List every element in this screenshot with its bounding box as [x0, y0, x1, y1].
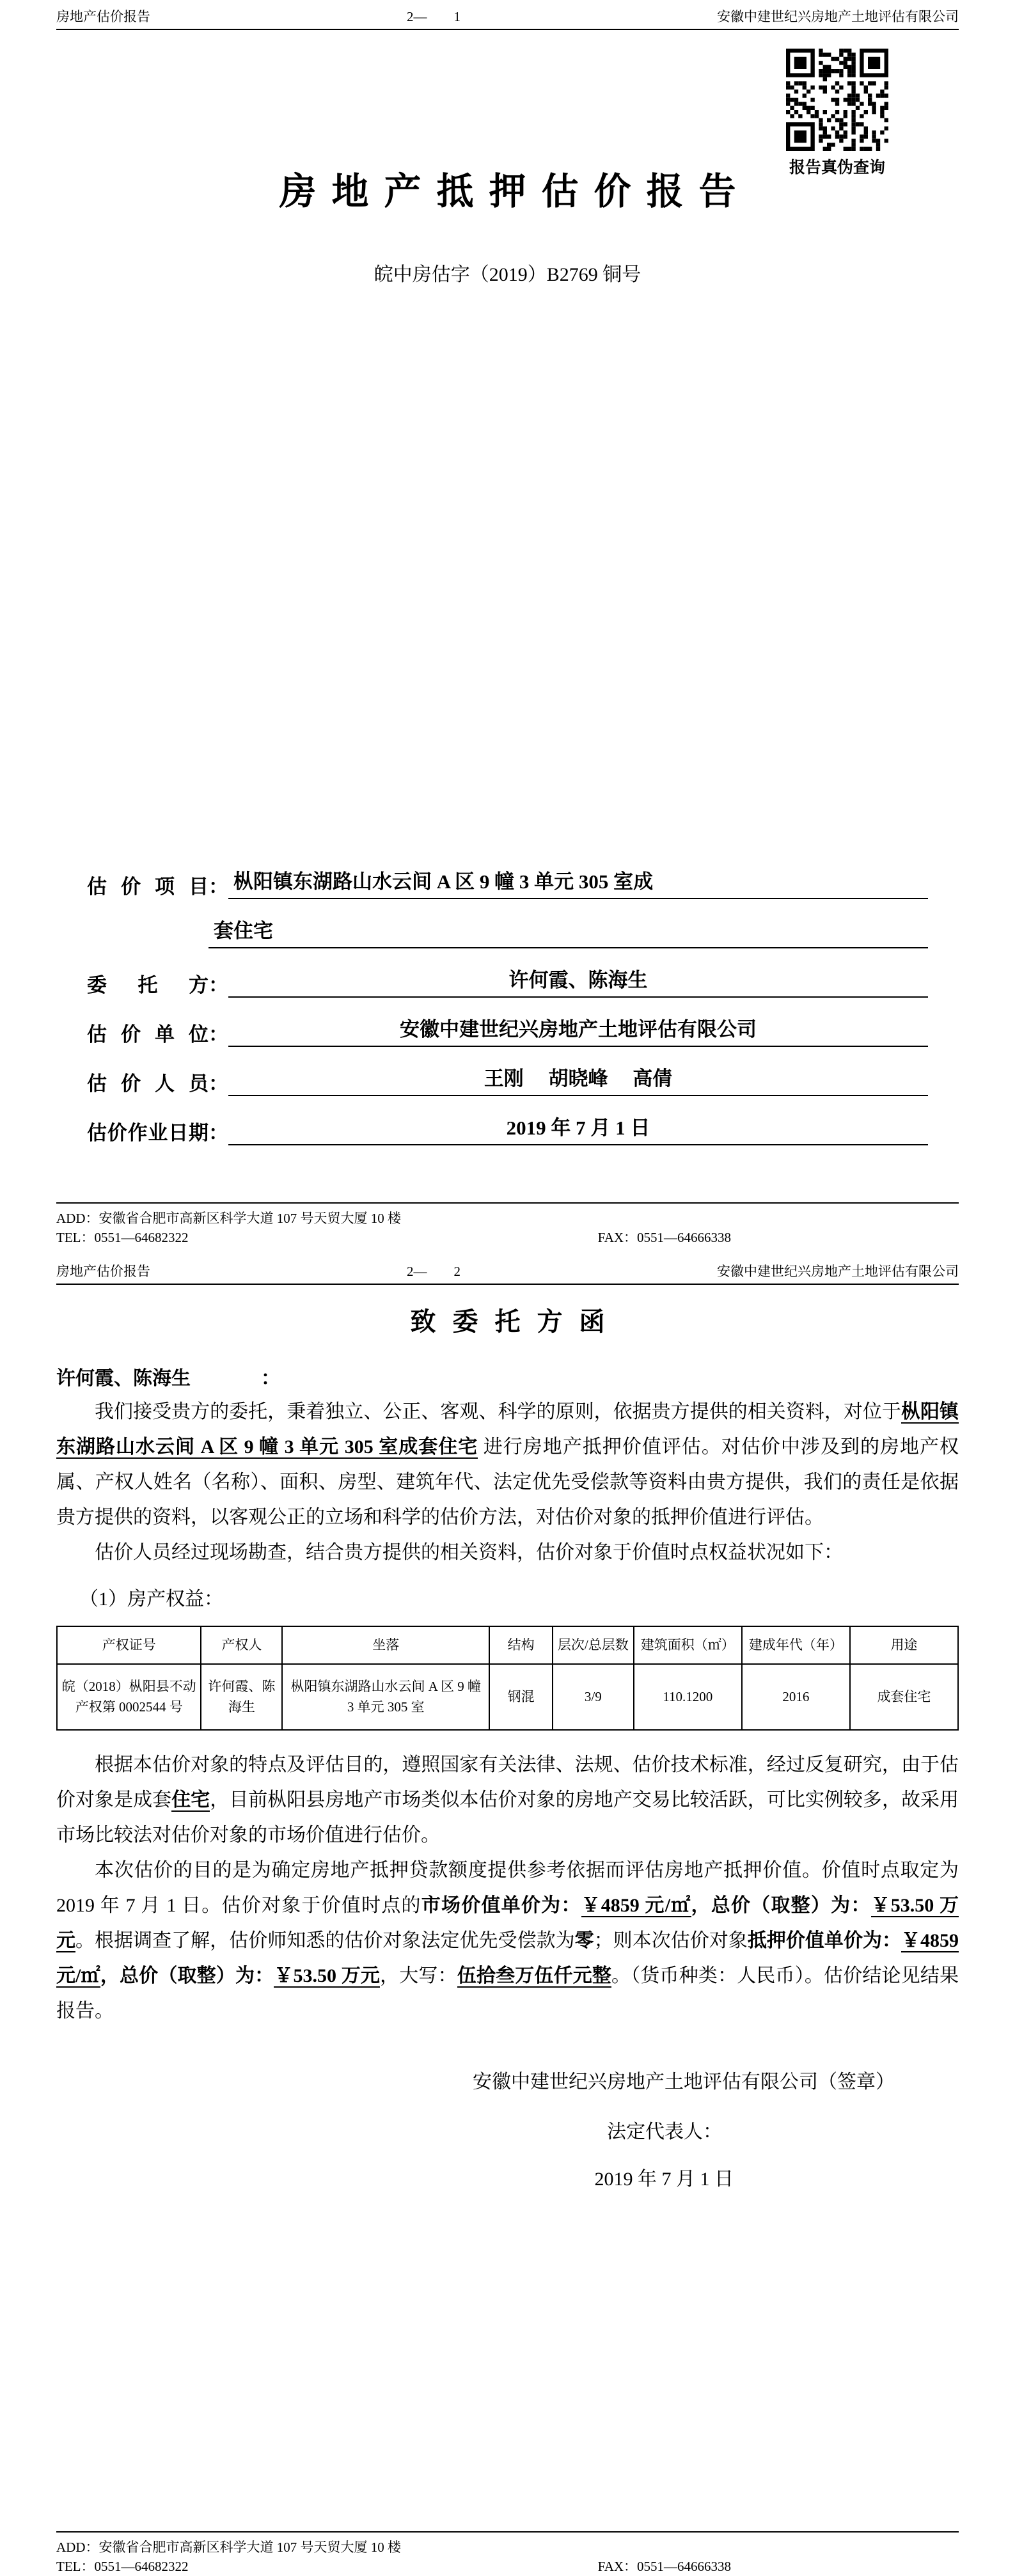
- footer-fax: FAX：0551—64666338: [597, 2559, 732, 2574]
- header-company-name: 安徽中建世纪兴房地产土地评估有限公司: [717, 1264, 959, 1279]
- page-1-header: [56, 0, 959, 30]
- property-rights-table-body: [57, 1626, 958, 1730]
- paragraph-survey: [56, 1535, 959, 1570]
- text-segment: ￥53.50 万元: [274, 1965, 381, 1986]
- text-segment: ￥53.50 万元: [56, 1894, 959, 1951]
- footer-contact-line: [56, 1228, 959, 1247]
- field-value: 2019 年 7 月 1 日: [228, 1111, 928, 1145]
- field-label: [87, 1067, 228, 1096]
- field-label-colon: ：: [209, 1023, 228, 1046]
- table-cell: 3/9: [553, 1664, 634, 1730]
- table-header-cell: 产权证号: [57, 1626, 201, 1664]
- footer-address: ADD：安徽省合肥市高新区科学大道 107 号天贸大厦 10 楼: [56, 2540, 401, 2555]
- text-segment: 伍拾叁万伍仟元整: [457, 1965, 612, 1986]
- paragraph-commission: [56, 1394, 959, 1535]
- table-cell: 钢混: [489, 1664, 553, 1730]
- salutation: [56, 1362, 959, 1390]
- footer-tel: TEL：0551—64682322: [56, 2559, 189, 2574]
- page-2-footer: [56, 2531, 959, 2576]
- field-value: 枞阳镇东湖路山水云间 A 区 9 幢 3 单元 305 室成: [228, 865, 928, 899]
- salutation-names: 许何霞、陈海生: [56, 1368, 191, 1390]
- table-header-cell: 建成年代（年）: [742, 1626, 850, 1664]
- field-appraisal-agency: [87, 1013, 928, 1047]
- field-value: 套住宅: [209, 915, 928, 948]
- field-label-colon: ：: [209, 1072, 228, 1095]
- field-label-text: 估价作业日期: [87, 1121, 209, 1144]
- field-appraisal-date: [87, 1111, 928, 1145]
- field-label: [87, 1018, 228, 1047]
- field-appraisers: [87, 1062, 928, 1096]
- field-label: [87, 925, 209, 948]
- text-segment: ，: [100, 1965, 120, 1986]
- header-page-number: 2— 2: [407, 1264, 460, 1279]
- signature-legal-rep: 法定代表人：: [607, 2121, 722, 2142]
- field-label-colon: ：: [209, 973, 228, 996]
- qr-caption: 报告真伪查询: [789, 159, 885, 177]
- text-segment: ，: [691, 1894, 711, 1916]
- letter-title: 致委托方函: [410, 1307, 622, 1337]
- table-header-cell: 坐落: [282, 1626, 489, 1664]
- table-row: [57, 1664, 958, 1730]
- paragraph-method: [56, 1747, 959, 1853]
- footer-fax: FAX：0551—64666338: [597, 1230, 732, 1245]
- footer-address: ADD：安徽省合肥市高新区科学大道 107 号天贸大厦 10 楼: [56, 1211, 401, 1226]
- qr-block: [786, 49, 888, 178]
- qr-code: [786, 49, 888, 151]
- text-segment: ￥4859 元/㎡: [56, 1929, 959, 1986]
- field-label-text: 估价项目: [87, 875, 209, 898]
- salutation-colon: ：: [261, 1368, 280, 1390]
- header-doc-type: 房地产估价报告: [56, 1264, 150, 1279]
- report-number: 皖中房估字（2019）B2769 铜号: [374, 263, 641, 285]
- header-company-name: 安徽中建世纪兴房地产土地评估有限公司: [717, 9, 959, 24]
- table-header-cell: 产权人: [201, 1626, 282, 1664]
- text-segment: 零: [574, 1929, 594, 1951]
- text-segment: 估价人员经过现场勘查，结合贵方提供的相关资料，估价对象于价值时点权益状况如下：: [95, 1542, 843, 1564]
- field-appraisal-project: [87, 865, 928, 899]
- table-header-cell: 层次/总层数: [553, 1626, 634, 1664]
- table-header-cell: 结构: [489, 1626, 553, 1664]
- text-segment: 总价（取整）为：: [120, 1965, 274, 1986]
- field-label-colon: ：: [209, 1121, 228, 1144]
- field-value: 安徽中建世纪兴房地产土地评估有限公司: [228, 1013, 928, 1047]
- field-label-text: 估价单位: [87, 1023, 209, 1046]
- report-title: 房地产抵押估价报告: [279, 171, 751, 213]
- table-header-row: [57, 1626, 958, 1664]
- field-appraisal-project-continued: [87, 915, 928, 948]
- table-header-cell: 用途: [850, 1626, 958, 1664]
- field-label: [87, 969, 228, 998]
- text-segment: 市场价值单价为：: [421, 1894, 581, 1916]
- field-label: [87, 1117, 228, 1145]
- field-label-text: 估价人员: [87, 1072, 209, 1095]
- field-client: [87, 964, 928, 998]
- text-segment: ；则本次估价对象: [594, 1929, 748, 1951]
- text-segment: 我们接受贵方的委托，秉着独立、公正、客观、科学的原则，依据贵方提供的相关资料，对位于: [95, 1401, 901, 1423]
- text-segment: 。（货币种类：人民币）。估价结论见结果报告。: [56, 1965, 959, 2022]
- property-rights-table: [56, 1626, 959, 1731]
- text-segment: 抵押价值单价为：: [747, 1929, 902, 1951]
- page-2-header: [56, 1255, 959, 1285]
- header-doc-type: 房地产估价报告: [56, 9, 150, 24]
- text-segment: 进行房地产抵押价值评估。对估价中涉及到的房地产权属、产权人姓名（名称）、面积、房型、建筑年代、法定优先受偿款等资料由贵方提供，我们的责任是依据贵方提供的资料，以客观公正的立场和科学的估价方法，对估价对象的抵押价值进行评估。: [56, 1436, 959, 1528]
- footer-tel: TEL：0551—64682322: [56, 1230, 189, 1245]
- page-1-footer: [56, 1202, 959, 1247]
- table-cell: 皖（2018）枞阳县不动产权第 0002544 号: [57, 1664, 201, 1730]
- page-2: [0, 1255, 1015, 2574]
- text-segment: ，大写：: [380, 1965, 457, 1986]
- header-page-number: 2— 1: [407, 9, 460, 24]
- paragraph-valuation-result: [56, 1853, 959, 2029]
- field-value: 王刚 胡晓峰 高倩: [228, 1062, 928, 1096]
- text-segment: 枞阳镇东湖路山水云间 A 区 9 幢 3 单元 305 室成套住宅: [56, 1401, 959, 1458]
- cover-fields: [87, 865, 928, 1145]
- table-cell: 成套住宅: [850, 1664, 958, 1730]
- text-segment: 根据本估价对象的特点及评估目的，遵照国家有关法律、法规、估价技术标准，经过反复研究，由于估价对象是成套: [56, 1754, 959, 1810]
- text-segment: ，目前枞阳县房地产市场类似本估价对象的房地产交易比较活跃，可比实例较多，故采用市场比较法对估价对象的市场价值进行估价。: [56, 1789, 959, 1846]
- page-1: [0, 0, 1015, 1255]
- table-cell: 许何霞、陈海生: [201, 1664, 282, 1730]
- field-label-text: 委托方: [87, 973, 209, 996]
- property-rights-label: （1）房产权益：: [79, 1589, 223, 1610]
- field-value: 许何霞、陈海生: [228, 964, 928, 998]
- text-segment: 总价（取整）为：: [711, 1894, 871, 1916]
- table-header-cell: 建筑面积（㎡）: [634, 1626, 742, 1664]
- footer-contact-line: [56, 2557, 959, 2576]
- text-segment: ￥4859 元/㎡: [581, 1894, 691, 1916]
- table-cell: 枞阳镇东湖路山水云间 A 区 9 幢 3 单元 305 室: [282, 1664, 489, 1730]
- table-cell: 110.1200: [634, 1664, 742, 1730]
- table-cell: 2016: [742, 1664, 850, 1730]
- field-label-colon: ：: [209, 875, 228, 898]
- text-segment: 。根据调查了解，估价师知悉的估价对象法定优先受偿款为: [75, 1929, 575, 1951]
- signature-company: 安徽中建世纪兴房地产土地评估有限公司（签章）: [473, 2071, 895, 2093]
- text-segment: 住宅: [171, 1789, 210, 1810]
- text-segment: 本次估价的目的是为确定房地产抵押贷款额度提供参考依据而评估房地产抵押价值。价值时点取定为 2019 年 7 月 1 日。估价对象于价值时点的: [56, 1859, 959, 1916]
- field-label: [87, 870, 228, 899]
- signature-date: 2019 年 7 月 1 日: [594, 2168, 734, 2190]
